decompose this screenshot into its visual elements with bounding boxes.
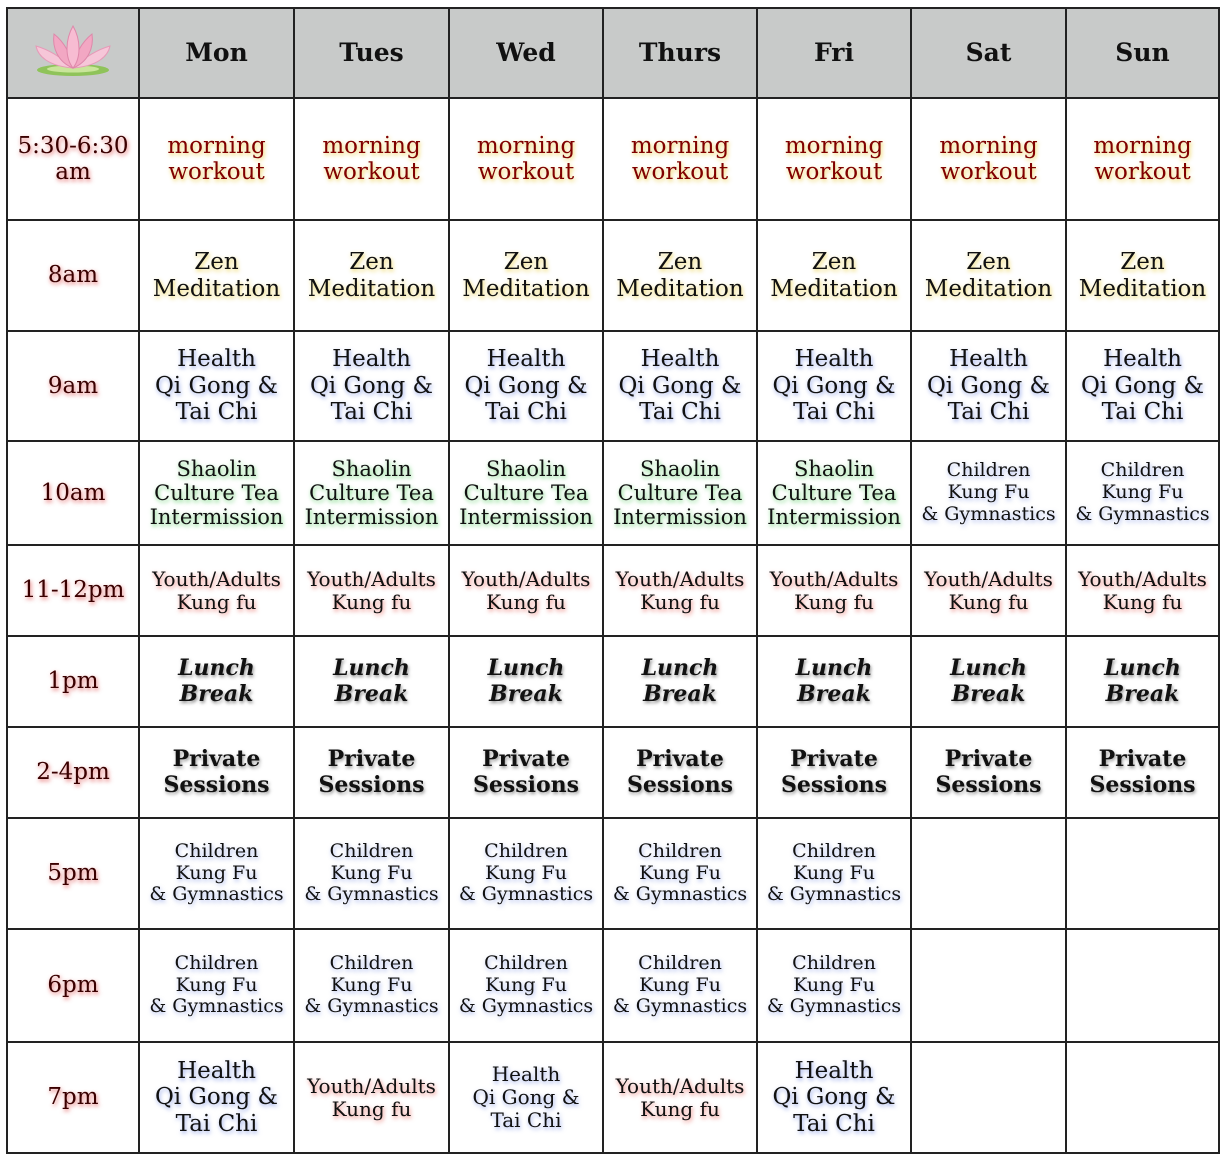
time-slot-label — [7, 929, 139, 1042]
class-name-line: & Gymnastics — [304, 995, 439, 1018]
class-cell — [757, 818, 911, 929]
time-slot-label — [7, 1042, 139, 1153]
class-name-line: Private — [482, 746, 570, 773]
class-name-line: Sessions — [780, 771, 888, 798]
class-cell — [139, 1042, 294, 1153]
time-slot-label — [7, 98, 139, 220]
class-cell — [294, 929, 449, 1042]
class-cell — [139, 441, 294, 545]
time-slot-text: 6pm — [47, 972, 99, 999]
empty-slot — [1066, 929, 1219, 1042]
schedule-row — [7, 98, 1219, 220]
day-header: Tues — [294, 8, 449, 98]
time-slot-label — [7, 545, 139, 636]
class-name-line: Youth/Adults — [461, 566, 591, 591]
class-name-line: Youth/Adults — [307, 566, 436, 591]
class-name-line: Health — [1103, 346, 1182, 373]
class-name-line: & Gymnastics — [1075, 502, 1210, 525]
class-name-line: Shaolin — [793, 456, 875, 481]
day-header: Mon — [139, 8, 294, 98]
class-cell — [603, 727, 757, 818]
class-name-line: Kung Fu — [639, 973, 721, 996]
class-name-line: Intermission — [613, 505, 747, 530]
class-cell — [757, 727, 911, 818]
class-cell — [449, 545, 603, 636]
time-slot-text: 9am — [47, 372, 99, 399]
class-name-line: Sessions — [1089, 771, 1196, 798]
class-name-line: Intermission — [459, 505, 593, 530]
class-cell — [603, 636, 757, 727]
class-name-line: Children — [484, 951, 568, 974]
empty-slot — [911, 929, 1066, 1042]
class-name-line: Private — [172, 746, 261, 773]
class-name-line: Zen — [966, 249, 1011, 276]
class-name-line: Kung fu — [176, 589, 257, 614]
class-name-line: Kung Fu — [793, 973, 875, 996]
class-cell — [139, 331, 294, 441]
class-name-line: Lunch Break — [178, 655, 255, 707]
class-name-line: Youth/Adults — [924, 566, 1053, 591]
class-name-line: Lunch Break — [1104, 655, 1181, 707]
class-name-line: Meditation — [924, 275, 1053, 302]
class-name-line: Sessions — [935, 771, 1042, 798]
class-name-line: Children — [792, 951, 876, 974]
class-cell — [449, 441, 603, 545]
class-name-line: Health — [491, 1062, 561, 1086]
class-cell — [603, 929, 757, 1042]
empty-slot — [911, 818, 1066, 929]
class-name-line: Kung Fu — [330, 973, 413, 996]
class-cell — [449, 929, 603, 1042]
time-slot-label — [7, 331, 139, 441]
class-name-line: Tai Chi — [490, 1108, 562, 1132]
class-name-line: Health — [949, 346, 1028, 373]
class-name-line: Children — [329, 839, 414, 862]
day-header: Wed — [449, 8, 603, 98]
class-name-line: Intermission — [304, 505, 439, 530]
class-name-line: workout — [168, 159, 265, 185]
class-name-line: Qi Gong & — [926, 372, 1051, 399]
class-name-line: Youth/Adults — [769, 566, 899, 591]
class-name-line: Children — [946, 459, 1031, 482]
schedule-row — [7, 545, 1219, 636]
class-cell — [294, 441, 449, 545]
class-name-line: Kung fu — [794, 589, 874, 614]
class-name-line: Private — [636, 746, 724, 773]
class-cell — [449, 220, 603, 331]
class-name-line: & Gymnastics — [612, 883, 748, 906]
class-cell — [911, 98, 1066, 220]
class-name-line: Qi Gong & — [772, 372, 896, 399]
time-slot-text: 10am — [40, 479, 106, 506]
class-cell — [139, 818, 294, 929]
time-slot-text: 8am — [47, 262, 99, 289]
empty-slot — [1066, 1042, 1219, 1153]
class-cell — [911, 636, 1066, 727]
class-name-line: Tai Chi — [485, 399, 567, 426]
class-name-line: morning — [630, 132, 730, 159]
class-name-line: Meditation — [616, 275, 744, 302]
class-name-line: Zen — [194, 249, 239, 276]
class-name-line: Kung Fu — [639, 861, 721, 884]
class-name-line: Tai Chi — [947, 399, 1030, 426]
class-name-line: morning — [784, 132, 884, 159]
time-slot-text: 11-12pm — [21, 577, 125, 604]
schedule-row — [7, 441, 1219, 545]
weekly-schedule-table — [6, 7, 1220, 1154]
class-name-line: Kung fu — [640, 589, 720, 614]
class-name-line: & Gymnastics — [766, 883, 902, 906]
class-cell — [757, 98, 911, 220]
class-cell — [294, 727, 449, 818]
class-name-line: Qi Gong & — [464, 372, 588, 399]
class-cell — [603, 220, 757, 331]
class-name-line: Meditation — [307, 275, 436, 302]
class-name-line: morning — [939, 132, 1038, 159]
class-name-line: Youth/Adults — [1078, 566, 1207, 591]
class-name-line: Tai Chi — [639, 399, 721, 426]
class-name-line: Kung Fu — [485, 973, 567, 996]
class-name-line: Health — [794, 346, 874, 373]
class-cell — [603, 98, 757, 220]
class-cell — [757, 545, 911, 636]
class-name-line: Sessions — [472, 771, 580, 798]
class-name-line: workout — [785, 159, 883, 185]
lotus-icon — [28, 20, 118, 80]
class-name-line: Sessions — [626, 771, 734, 798]
class-cell — [911, 220, 1066, 331]
time-slot-label — [7, 441, 139, 545]
class-cell — [911, 331, 1066, 441]
class-name-line: morning — [1093, 132, 1192, 159]
class-name-line: morning — [322, 132, 421, 159]
class-name-line: Culture Tea — [154, 480, 279, 505]
class-name-line: Health — [486, 346, 566, 373]
class-name-line: Private — [790, 746, 878, 773]
class-name-line: Zen — [657, 249, 703, 276]
header-row — [7, 8, 1219, 98]
day-header: Sat — [911, 8, 1066, 98]
class-cell — [294, 220, 449, 331]
class-name-line: Tai Chi — [175, 1110, 258, 1137]
class-name-line: Qi Gong & — [772, 1084, 896, 1111]
class-cell — [603, 331, 757, 441]
class-cell — [603, 545, 757, 636]
class-cell — [449, 727, 603, 818]
class-name-line: Qi Gong & — [309, 372, 434, 399]
class-name-line: workout — [477, 159, 575, 185]
class-name-line: Shaolin — [639, 456, 721, 481]
schedule-row — [7, 929, 1219, 1042]
class-name-line: Culture Tea — [309, 480, 434, 505]
time-slot-text: 5:30-6:30 — [17, 132, 129, 159]
class-cell — [449, 1042, 603, 1153]
day-header: Sun — [1066, 8, 1219, 98]
time-slot-text: 5pm — [47, 860, 99, 887]
class-name-line: Children — [174, 951, 259, 974]
class-name-line: & Gymnastics — [304, 883, 439, 906]
class-name-line: Zen — [1120, 249, 1165, 276]
class-name-line: Shaolin — [176, 456, 257, 481]
class-name-line: Private — [944, 746, 1033, 773]
class-name-line: Tai Chi — [175, 399, 258, 426]
class-name-line: Shaolin — [485, 456, 567, 481]
class-name-line: Zen — [503, 249, 549, 276]
class-cell — [1066, 636, 1219, 727]
class-cell — [449, 818, 603, 929]
class-name-line: Health — [177, 1057, 256, 1084]
class-name-line: workout — [323, 159, 420, 185]
class-name-line: Meditation — [1078, 275, 1207, 302]
class-name-line: Shaolin — [331, 456, 412, 481]
class-name-line: Meditation — [462, 275, 590, 302]
class-cell — [139, 220, 294, 331]
class-name-line: Children — [329, 951, 414, 974]
class-cell — [1066, 727, 1219, 818]
class-cell — [603, 818, 757, 929]
class-name-line: Private — [327, 746, 416, 773]
class-name-line: Kung Fu — [1101, 481, 1184, 504]
time-slot-text: 7pm — [47, 1084, 99, 1111]
class-name-line: Zen — [811, 249, 857, 276]
class-cell — [294, 636, 449, 727]
class-name-line: Culture Tea — [771, 480, 897, 505]
class-cell — [1066, 98, 1219, 220]
class-name-line: Kung Fu — [947, 481, 1030, 504]
class-cell — [757, 441, 911, 545]
class-name-line: Kung fu — [331, 1096, 412, 1121]
class-name-line: Zen — [349, 249, 394, 276]
class-name-line: Youth/Adults — [152, 566, 281, 591]
schedule-body — [7, 98, 1219, 1153]
class-name-line: Kung fu — [331, 589, 412, 614]
class-name-line: & Gymnastics — [766, 995, 902, 1018]
class-cell — [757, 331, 911, 441]
class-name-line: Qi Gong & — [472, 1085, 580, 1109]
schedule-row — [7, 331, 1219, 441]
class-name-line: Lunch Break — [795, 655, 873, 707]
class-name-line: & Gymnastics — [458, 883, 594, 906]
class-name-line: & Gymnastics — [612, 995, 748, 1018]
corner-cell — [7, 8, 139, 98]
class-name-line: Kung Fu — [485, 861, 567, 884]
class-name-line: workout — [631, 159, 729, 185]
class-name-line: Youth/Adults — [615, 566, 745, 591]
class-name-line: Intermission — [149, 505, 284, 530]
class-name-line: Children — [174, 839, 259, 862]
class-name-line: Lunch Break — [950, 655, 1027, 707]
class-cell — [1066, 331, 1219, 441]
class-cell — [294, 331, 449, 441]
class-name-line: Children — [638, 839, 722, 862]
time-slot-text: 1pm — [47, 668, 99, 695]
time-slot-label — [7, 220, 139, 331]
class-name-line: Qi Gong & — [618, 372, 742, 399]
class-name-line: Children — [1100, 459, 1185, 482]
class-name-line: Tai Chi — [1101, 399, 1184, 426]
class-name-line: Lunch Break — [641, 655, 719, 707]
class-name-line: Tai Chi — [330, 399, 413, 426]
time-slot-text: am — [55, 159, 91, 185]
schedule-row — [7, 220, 1219, 331]
class-name-line: Health — [794, 1057, 874, 1084]
class-name-line: & Gymnastics — [149, 995, 284, 1018]
class-name-line: Private — [1098, 746, 1187, 773]
class-name-line: Kung fu — [486, 589, 566, 614]
schedule-row — [7, 818, 1219, 929]
day-header: Fri — [757, 8, 911, 98]
class-name-line: workout — [940, 159, 1037, 185]
class-cell — [449, 636, 603, 727]
class-name-line: Kung fu — [1102, 589, 1183, 614]
time-slot-label — [7, 818, 139, 929]
class-cell — [139, 727, 294, 818]
time-slot-label — [7, 727, 139, 818]
class-cell — [757, 220, 911, 331]
class-cell — [294, 545, 449, 636]
class-cell — [1066, 441, 1219, 545]
class-cell — [294, 1042, 449, 1153]
class-name-line: Culture Tea — [463, 480, 589, 505]
class-cell — [1066, 545, 1219, 636]
time-slot-text: 2-4pm — [36, 759, 110, 786]
class-name-line: Tai Chi — [793, 399, 875, 426]
class-cell — [139, 929, 294, 1042]
schedule-row — [7, 636, 1219, 727]
class-name-line: Qi Gong & — [154, 1084, 279, 1111]
time-slot-label — [7, 636, 139, 727]
day-header: Thurs — [603, 8, 757, 98]
class-cell — [1066, 220, 1219, 331]
class-cell — [757, 636, 911, 727]
class-name-line: Kung fu — [640, 1096, 720, 1121]
class-cell — [603, 441, 757, 545]
class-name-line: Kung fu — [948, 589, 1029, 614]
class-cell — [294, 818, 449, 929]
class-name-line: Kung Fu — [175, 973, 258, 996]
class-name-line: morning — [167, 132, 266, 159]
class-name-line: & Gymnastics — [921, 502, 1056, 525]
class-name-line: Health — [177, 346, 256, 373]
class-cell — [911, 727, 1066, 818]
class-cell — [294, 98, 449, 220]
class-name-line: Lunch Break — [333, 655, 410, 707]
class-name-line: Intermission — [767, 505, 901, 530]
schedule-row — [7, 727, 1219, 818]
class-cell — [757, 929, 911, 1042]
class-name-line: Kung Fu — [793, 861, 875, 884]
class-name-line: Health — [640, 346, 720, 373]
empty-slot — [911, 1042, 1066, 1153]
class-cell — [757, 1042, 911, 1153]
class-name-line: Children — [484, 839, 568, 862]
class-name-line: & Gymnastics — [458, 995, 594, 1018]
class-cell — [139, 545, 294, 636]
class-name-line: Children — [638, 951, 722, 974]
class-cell — [911, 545, 1066, 636]
class-name-line: morning — [476, 132, 576, 159]
class-name-line: Meditation — [152, 275, 281, 302]
class-name-line: Youth/Adults — [615, 1073, 745, 1098]
class-name-line: Meditation — [770, 275, 898, 302]
class-name-line: Lunch Break — [487, 655, 565, 707]
class-name-line: Sessions — [163, 771, 270, 798]
class-name-line: Sessions — [318, 771, 425, 798]
class-cell — [603, 1042, 757, 1153]
class-cell — [911, 441, 1066, 545]
class-name-line: Culture Tea — [617, 480, 743, 505]
class-name-line: Kung Fu — [330, 861, 413, 884]
empty-slot — [1066, 818, 1219, 929]
class-name-line: Youth/Adults — [307, 1073, 436, 1098]
class-cell — [139, 636, 294, 727]
class-name-line: Qi Gong & — [154, 372, 279, 399]
schedule-row — [7, 1042, 1219, 1153]
class-name-line: Kung Fu — [175, 861, 258, 884]
class-name-line: & Gymnastics — [149, 883, 284, 906]
class-name-line: Health — [332, 346, 411, 373]
class-name-line: Tai Chi — [793, 1110, 875, 1137]
class-cell — [139, 98, 294, 220]
class-name-line: Children — [792, 839, 876, 862]
class-cell — [449, 331, 603, 441]
class-name-line: workout — [1094, 159, 1191, 185]
class-cell — [449, 98, 603, 220]
class-name-line: Qi Gong & — [1080, 372, 1205, 399]
